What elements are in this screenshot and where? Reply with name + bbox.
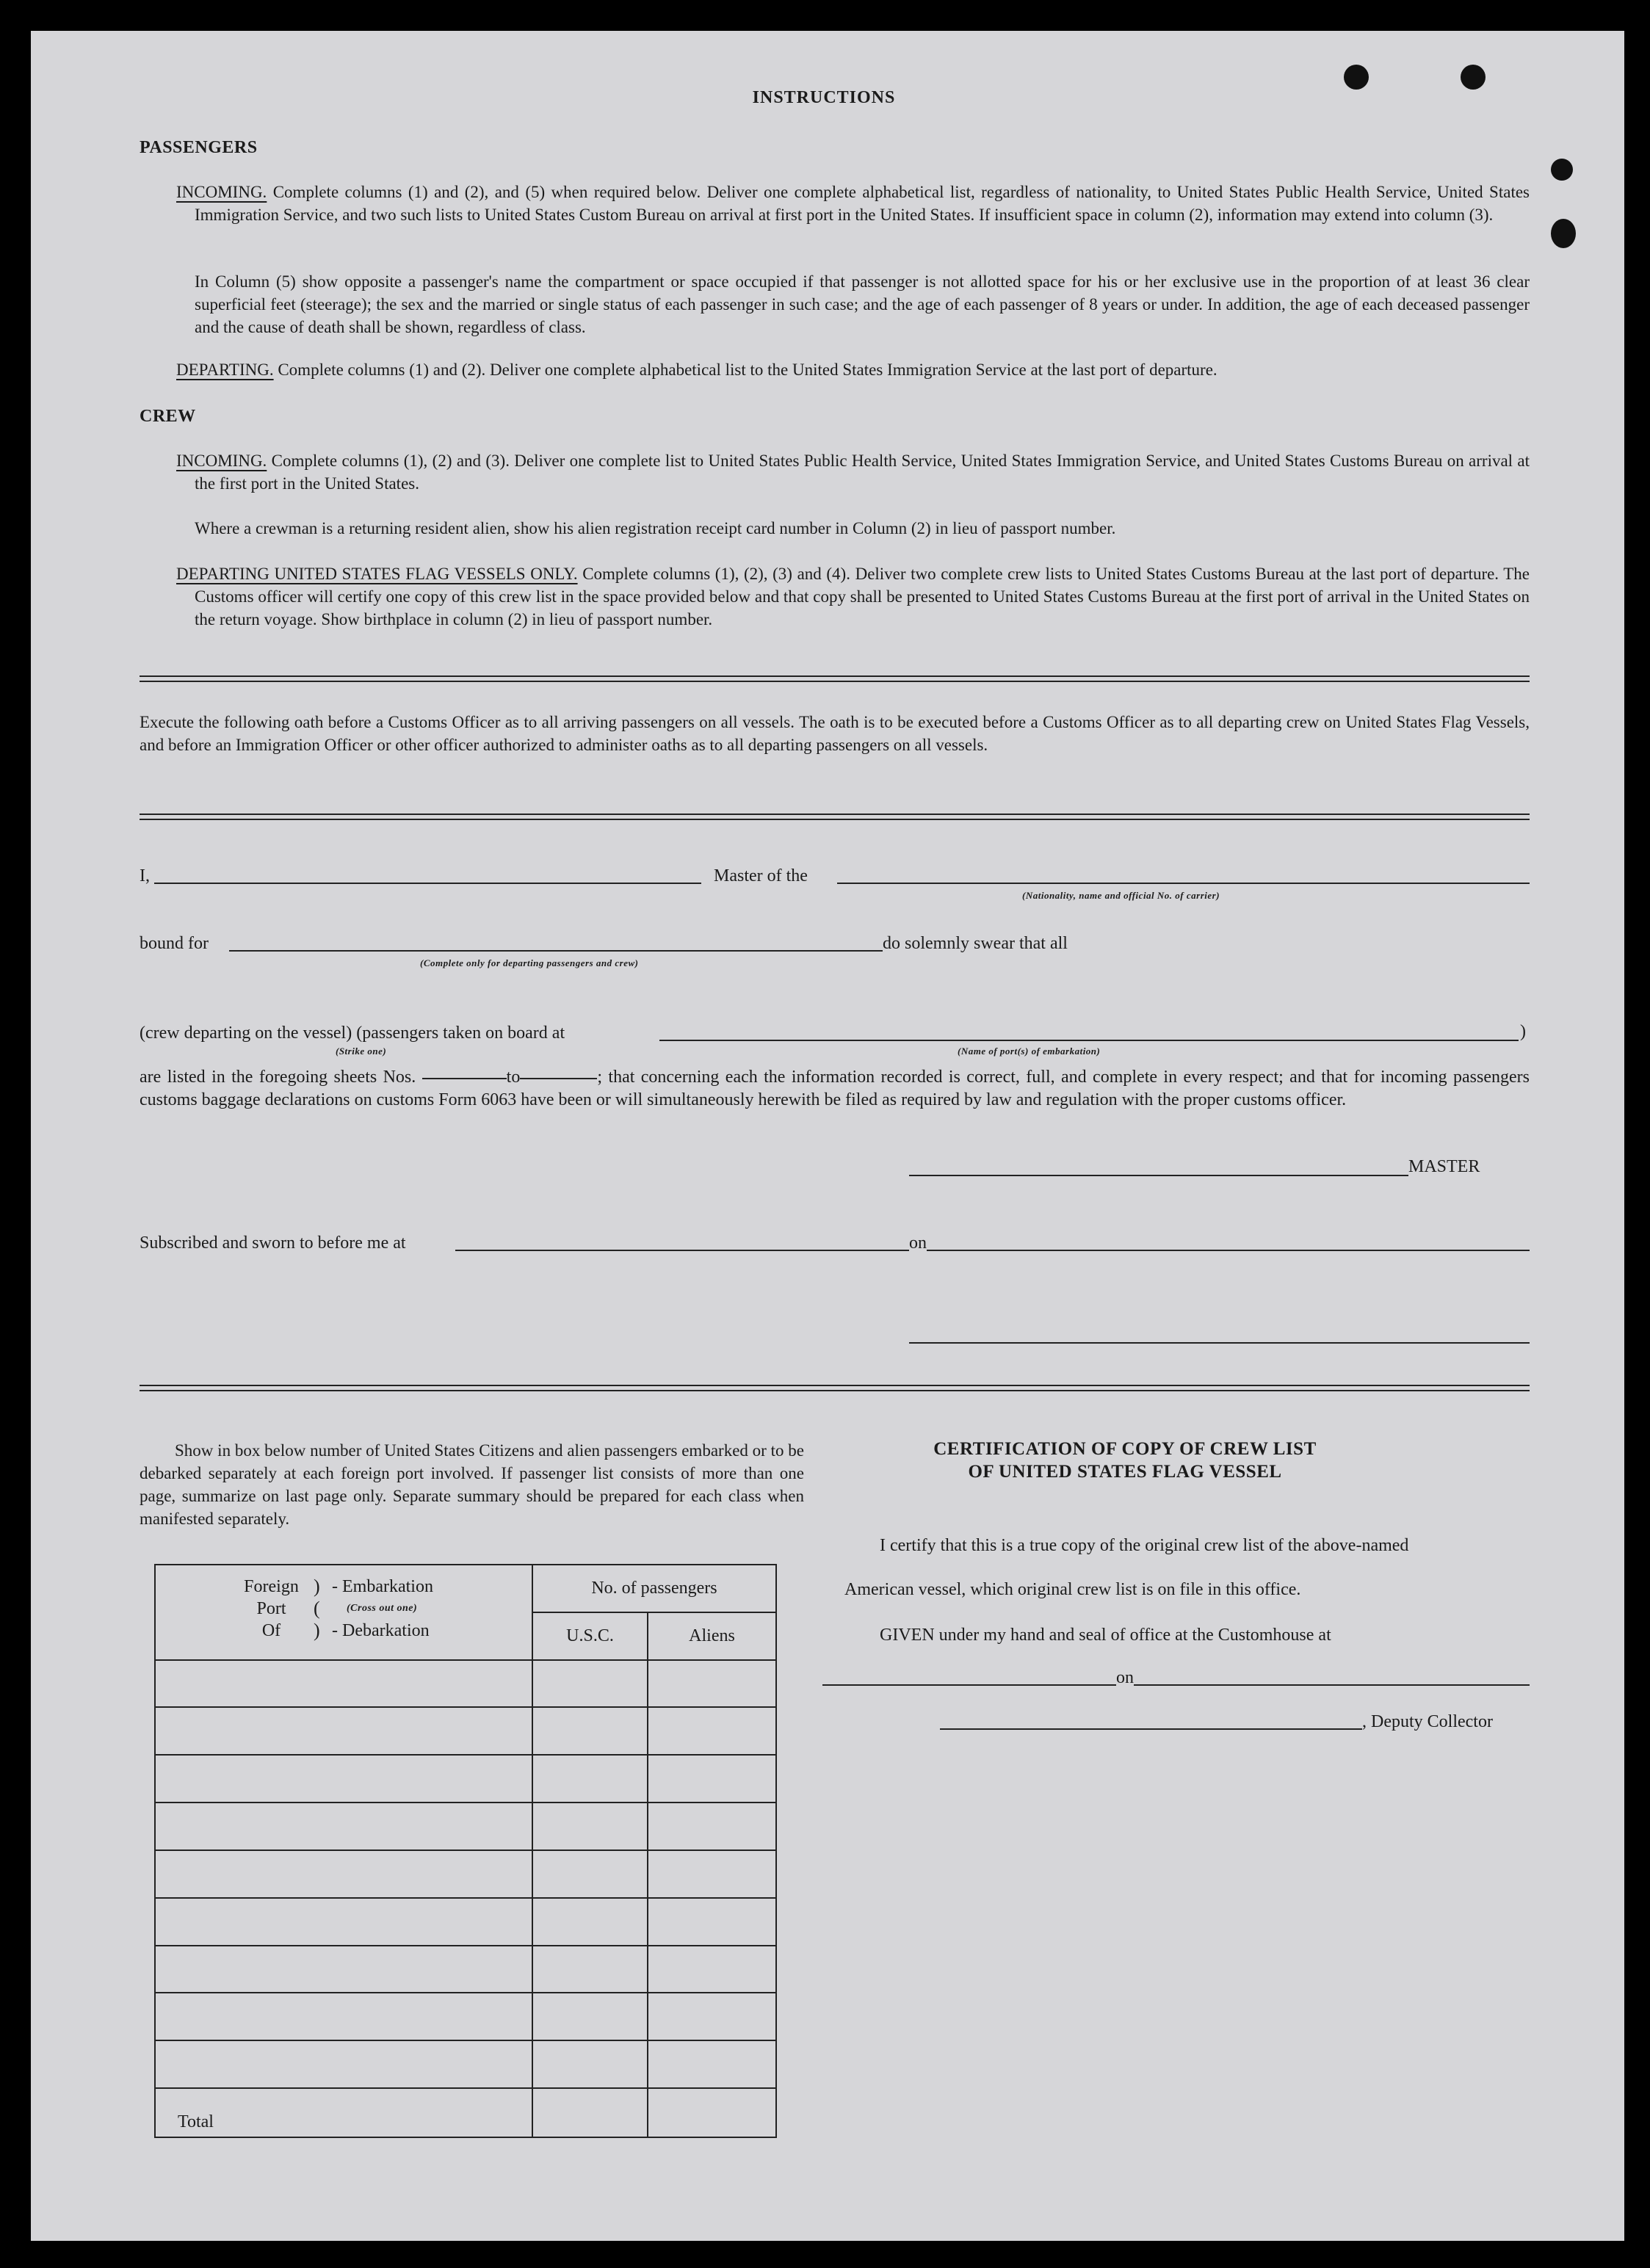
table-row-port-cell[interactable] (155, 1660, 532, 1708)
table-row-usc-cell[interactable] (532, 1946, 648, 1993)
table-row-aliens-cell[interactable] (648, 1755, 776, 1803)
bound-for-field[interactable] (229, 950, 883, 952)
crew-departing-paragraph (176, 562, 1530, 631)
passengers-heading: PASSENGERS (140, 138, 258, 157)
port-header-cell (155, 1565, 532, 1660)
total-cell (155, 2088, 532, 2137)
given-line: GIVEN under my hand and seal of office at the Customhouse at (880, 1626, 1331, 1645)
closing-paren: ) (1520, 1022, 1526, 1041)
table-row-aliens-cell[interactable] (648, 1803, 776, 1850)
debarkation-label: - Debarkation (332, 1621, 430, 1640)
solemnly-swear-label: do solemnly swear that all (883, 934, 1068, 953)
table-row-port-cell[interactable] (155, 1898, 532, 1946)
usc-header: U.S.C. (532, 1612, 648, 1660)
crew-incoming-paragraph (176, 449, 1530, 495)
departing-label: DEPARTING. (176, 361, 274, 379)
table-row-aliens-cell[interactable] (648, 1707, 776, 1755)
divider-2 (140, 814, 1530, 820)
crew-departing-text: Complete columns (1), (2), (3) and (4). Deliver two complete crew lists to United States Customs Bureau at the last port of departure. The Customs officer will certify one copy of this crew list in the space provided below and that copy shall be presented to United States Customs Bureau at the first port of arrival in the United States on the return voyage. Show birthplace in column (2) in lieu of passport number. (195, 565, 1530, 628)
no-of-passengers-header: No. of passengers (532, 1565, 776, 1612)
table-row-usc-cell[interactable] (532, 1993, 648, 2040)
oath-instructions: Execute the following oath before a Customs Officer as to all arriving passengers on all vessels. The oath is to be executed before a Customs Officer as to all departing crew on United States Flag Vessels, and before an Immigration Officer or other officer authorized to administer oaths as to all departing passengers on all vessels. (140, 713, 1530, 754)
table-row-port-cell[interactable] (155, 1850, 532, 1898)
listed-sheets-paragraph (140, 1066, 1530, 1112)
crew-heading: CREW (140, 407, 196, 426)
punch-hole-2 (1461, 65, 1486, 90)
table-row-aliens-cell[interactable] (648, 2040, 776, 2088)
crew-incoming-text: Complete columns (1), (2) and (3). Deliver one complete list to United States Public Health Service, United States Immigration Service, and United States Customs Bureau on arrival at the first port in the United States. (195, 452, 1530, 493)
certification-title-line2: OF UNITED STATES FLAG VESSEL (968, 1462, 1282, 1482)
table-row-aliens-cell[interactable] (648, 1660, 776, 1708)
subscribed-label: Subscribed and sworn to before me at (140, 1233, 406, 1253)
crewman-alien-paragraph: Where a crewman is a returning resident alien, show his alien registration receipt card number in Column (2) in lieu of passport number. (195, 519, 1116, 537)
table-row-usc-cell[interactable] (532, 1660, 648, 1708)
crew-departing-label: DEPARTING UNITED STATES FLAG VESSELS ONLY. (176, 565, 578, 583)
of-label: Of (261, 1621, 281, 1640)
table-row-port-cell[interactable] (155, 1993, 532, 2040)
table-row-aliens-cell[interactable] (648, 1898, 776, 1946)
total-usc-cell[interactable] (532, 2088, 648, 2137)
master-label: MASTER (1408, 1157, 1480, 1176)
crew-incoming-label: INCOMING. (176, 452, 267, 470)
foreign-label: Foreign (244, 1577, 299, 1596)
ports-caption: (Name of port(s) of embarkation) (958, 1046, 1101, 1057)
table-row-port-cell[interactable] (155, 1803, 532, 1850)
certify-line: I certify that this is a true copy of the original crew list of the above-named (880, 1536, 1409, 1555)
passengers-departing-paragraph (176, 358, 1530, 381)
aliens-header: Aliens (648, 1612, 776, 1660)
table-row-port-cell[interactable] (155, 1707, 532, 1755)
sheet-from-field[interactable] (422, 1078, 507, 1079)
instructions-title: INSTRUCTIONS (752, 88, 896, 107)
punch-hole-3 (1551, 159, 1573, 181)
sheet-to-label: to (506, 1068, 521, 1087)
officer-signature-field[interactable] (909, 1342, 1530, 1344)
certification-on-label: on (1116, 1668, 1134, 1687)
sworn-place-field[interactable] (455, 1250, 1530, 1251)
table-row-aliens-cell[interactable] (648, 1850, 776, 1898)
column5-paragraph: In Column (5) show opposite a passenger's name the compartment or space occupied if that passenger is not allotted space for his or her exclusive use in the proportion of at least 36 clear superficial feet (steerage); the sex and the married or single status of each passenger in such case; and the age of each passenger of 8 years or under. In addition, the age of each deceased passenger and the cause of death shall be shown, regardless of class. (195, 272, 1530, 336)
incoming-text: Complete columns (1) and (2), and (5) when required below. Deliver one complete alphabetical list, regardless of nationality, to United States Public Health Service, United States Immigration Service, and two such lists to United States Custom Bureau on arrival at first port in the United States. If insufficient space in column (2), information may extend into column (3). (195, 183, 1530, 224)
listed-prefix: are listed in the foregoing sheets Nos. (140, 1068, 422, 1087)
total-aliens-cell[interactable] (648, 2088, 776, 2137)
certification-title (861, 1438, 1389, 1483)
american-vessel-line: American vessel, which original crew list is on file in this office. (844, 1580, 1301, 1599)
passenger-summary-table (154, 1564, 777, 2138)
cross-out-caption: (Cross out one) (347, 1603, 418, 1614)
table-row-usc-cell[interactable] (532, 1850, 648, 1898)
table-row-aliens-cell[interactable] (648, 1946, 776, 1993)
deputy-collector-label: , Deputy Collector (1362, 1712, 1493, 1731)
punch-hole-1 (1344, 65, 1369, 90)
deputy-collector-signature-field[interactable] (940, 1728, 1362, 1730)
sworn-on-label: on (909, 1233, 927, 1253)
carrier-field[interactable] (837, 883, 1530, 884)
oath-i-label: I, (140, 866, 150, 885)
divider-3 (140, 1385, 1530, 1391)
listed-suffix: ; that concerning each the information recorded is correct, full, and complete in every respect; and that for incoming passengers customs baggage declarations on customs Form 6063 have been or will simultaneously herewith be filed as required by law and regulation with the proper customs officer. (140, 1068, 1530, 1109)
passengers-incoming-paragraph (176, 181, 1530, 226)
table-row-usc-cell[interactable] (532, 1803, 648, 1850)
departing-text: Complete columns (1) and (2). Deliver one complete alphabetical list to the United States Immigration Service at the last port of departure. (278, 361, 1217, 379)
sheet-to-field[interactable] (520, 1078, 597, 1079)
strike-one-caption: (Strike one) (336, 1046, 387, 1057)
master-of-the-label: Master of the (714, 866, 808, 885)
table-row-usc-cell[interactable] (532, 2040, 648, 2088)
embarkation-label: - Embarkation (332, 1577, 433, 1596)
crew-departing-label-oath: (crew departing on the vessel) (passengers taken on board at (140, 1024, 565, 1043)
table-row-usc-cell[interactable] (532, 1707, 648, 1755)
embarkation-ports-field[interactable] (659, 1040, 1519, 1041)
bound-for-caption: (Complete only for departing passengers and crew) (420, 957, 639, 968)
certification-place-field[interactable] (822, 1684, 1530, 1686)
table-row-usc-cell[interactable] (532, 1898, 648, 1946)
master-name-field[interactable] (154, 883, 701, 884)
summary-instructions: Show in box below number of United States Citizens and alien passengers embarked or to be debarked separately at each foreign port involved. If passenger list consists of more than one page, summarize on last page only. Separate summary should be prepared for each class when manifested separately. (140, 1441, 804, 1528)
table-row-port-cell[interactable] (155, 1755, 532, 1803)
port-label: Port (256, 1599, 286, 1618)
total-label: Total (178, 2112, 214, 2131)
table-row-aliens-cell[interactable] (648, 1993, 776, 2040)
form-page (31, 31, 1624, 2241)
punch-hole-4 (1551, 219, 1576, 248)
master-signature-field[interactable] (909, 1175, 1408, 1176)
divider-1 (140, 675, 1530, 682)
incoming-label: INCOMING. (176, 183, 267, 201)
bound-for-label: bound for (140, 934, 209, 953)
carrier-caption: (Nationality, name and official No. of carrier) (1022, 890, 1220, 901)
table-row-port-cell[interactable] (155, 1946, 532, 1993)
brace-glyph: ) ( ) (314, 1576, 320, 1641)
certification-title-line1: CERTIFICATION OF COPY OF CREW LIST (933, 1439, 1317, 1459)
table-row-port-cell[interactable] (155, 2040, 532, 2088)
table-row-usc-cell[interactable] (532, 1755, 648, 1803)
